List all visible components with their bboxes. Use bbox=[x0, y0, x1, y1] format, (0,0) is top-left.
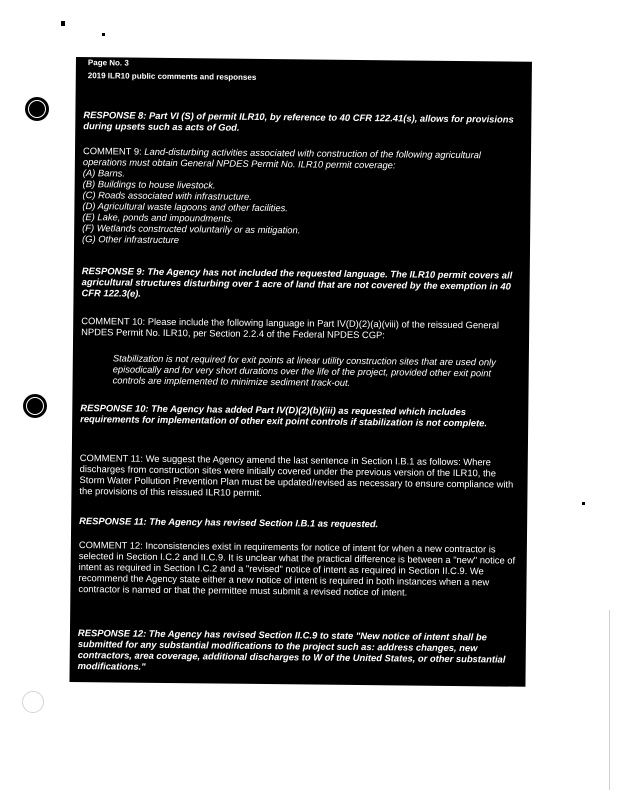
comment-12: COMMENT 12: Inconsistencies exist in requirements for notice of intent for when a new contractor is selected in Section I.C.2 and II.C.9. It is unclear what the practical difference is between a "new" notice of intent as required in Section I.C.2 and a "revised" notice of intent as required in Section II.C.9. We recommend the Agency state either a new notice of intent is required in both instances when a new contractor is named or that the permittee must submit a revised notice of intent. bbox=[78, 539, 516, 598]
page-edge-shadow bbox=[609, 610, 610, 790]
response-8: RESPONSE 8: Part VI (S) of permit ILR10, by reference to 40 CFR 122.41(s), allows for provisions during upsets such as acts of God. bbox=[83, 109, 514, 133]
comment-10-quote: Stabilization is not required for exit points at linear utility construction sites that are used only episodically and for very short durations over the life of the project, provided other exit point controls are implemented to minimize sediment track-out. bbox=[112, 352, 496, 388]
list-item: (G) Other infrastructure bbox=[82, 233, 180, 246]
comment-9-lead: COMMENT 9: bbox=[82, 145, 142, 157]
punch-hole-icon bbox=[23, 394, 47, 418]
scanned-page bbox=[69, 57, 532, 687]
list-item: (F) Wetlands constructed voluntarily or as mitigation. bbox=[82, 222, 301, 236]
list-item: (D) Agricultural waste lagoons and other facilities. bbox=[82, 200, 288, 214]
list-item: (B) Buildings to house livestock. bbox=[82, 178, 216, 191]
comment-9-text: Land-disturbing activities associated with construction of the following agricultural operations must obtain General NPDES Permit No. ILR10 permit coverage: bbox=[82, 145, 481, 171]
scan-speck bbox=[61, 21, 65, 26]
page-number: Page No. 3 bbox=[87, 58, 129, 68]
comment-9 bbox=[82, 145, 525, 249]
punch-hole-icon bbox=[25, 97, 49, 121]
response-9: RESPONSE 9: The Agency has not included the requested language. The ILR10 permit covers all agricultural structures disturbing over 1 acre of land that are not covered by the exemption in 40 CFR 122.3(e). bbox=[81, 265, 513, 299]
list-item: (C) Roads associated with infrastructure. bbox=[82, 189, 252, 202]
punch-hole-icon bbox=[22, 691, 44, 713]
list-item: (A) Barns. bbox=[82, 167, 126, 179]
comment-11: COMMENT 11: We suggest the Agency amend the last sentence in Section I.B.1 as follows: Where discharges from construction sites were initially covered under the previous version of the ILR10, the Storm Water Pollution Prevention Plan must be updated/revised as necessary to ensure compliance with the provisions of this reissued ILR10 permit. bbox=[79, 452, 514, 498]
document-subtitle: 2019 ILR10 public comments and responses bbox=[87, 71, 257, 82]
scan-speck bbox=[102, 33, 105, 36]
comment-10: COMMENT 10: Please include the following language in Part IV(D)(2)(a)(viii) of the reissued General NPDES Permit No. ILR10, per Section 2.2.4 of the Federal NPDES CGP: bbox=[81, 315, 499, 341]
scan-speck bbox=[582, 502, 585, 505]
response-12: RESPONSE 12: The Agency has revised Section II.C.9 to state "New notice of intent shall be submitted for any substantial modifications to the project such as: address changes, new contractors, area coverage, additional discharges to W of the United States, or other substantial modifications." bbox=[77, 627, 506, 672]
list-item: (E) Lake, ponds and impoundments. bbox=[82, 211, 234, 224]
response-10: RESPONSE 10: The Agency has added Part IV(D)(2)(b)(iii) as requested which includes requirements for implementation of other exit point controls if stabilization is not complete. bbox=[80, 402, 488, 429]
response-11: RESPONSE 11: The Agency has revised Section I.B.1 as requested. bbox=[79, 515, 379, 530]
